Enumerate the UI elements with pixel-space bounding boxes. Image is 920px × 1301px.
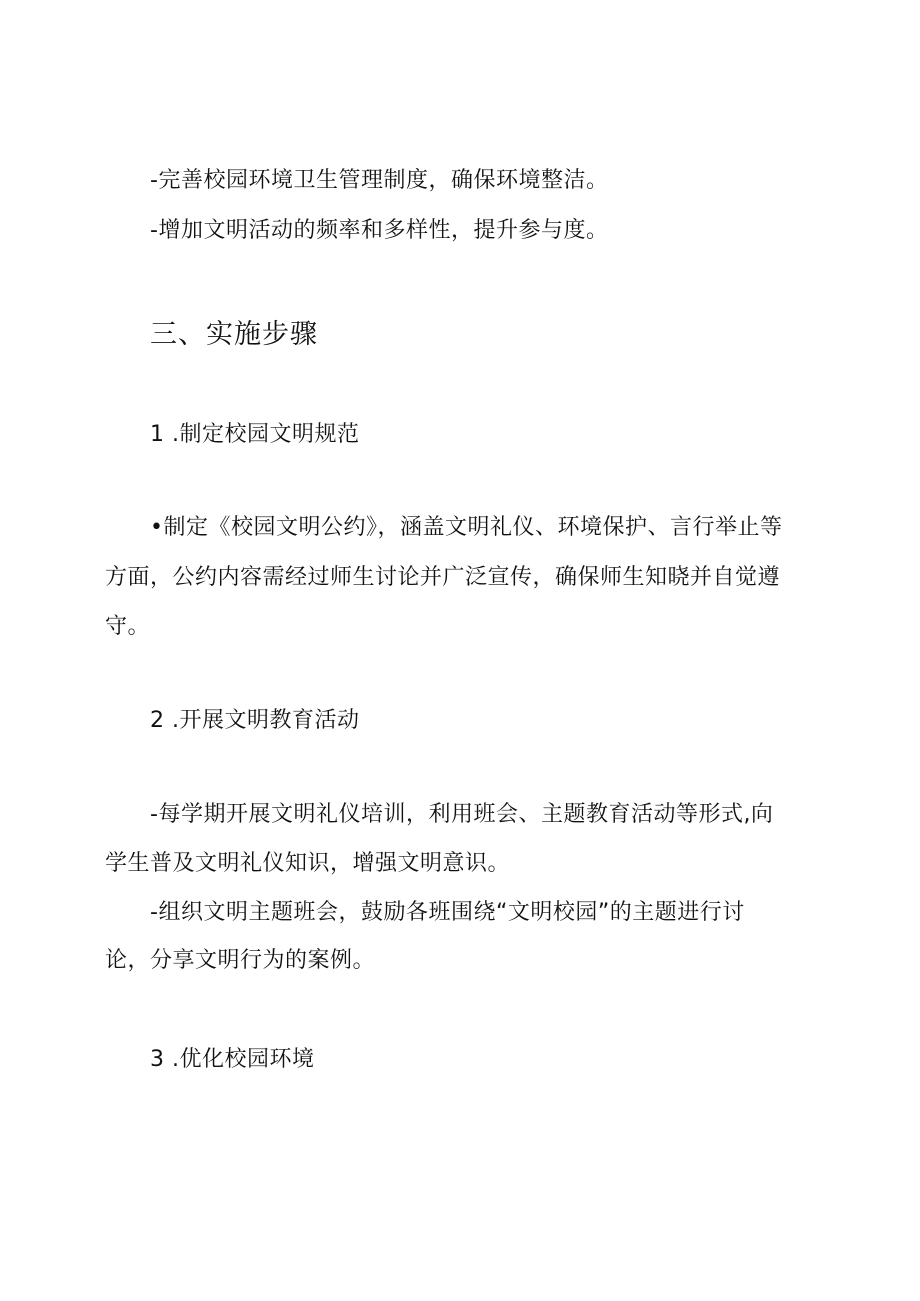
step1-paragraph-line: •制定《校园文明公约》，涵盖文明礼仪、环境保护、言行举止等	[150, 515, 783, 540]
step2-title: 2 .开展文明教育活动	[150, 708, 360, 733]
step2-item2-line: 论，分享文明行为的案例。	[105, 948, 376, 973]
step3-title: 3 .优化校园环境	[150, 1047, 315, 1072]
section-heading: 三、实施步骤	[150, 319, 318, 350]
step2-item1-line: -每学期开展文明礼仪培训，利用班会、主题教育活动等形式,向	[150, 802, 774, 827]
step1-paragraph-line: 守。	[105, 614, 151, 639]
bullet-activity-frequency: -增加文明活动的频率和多样性，提升参与度。	[150, 218, 609, 243]
step2-item1-line: 学生普及文明礼仪知识，增强文明意识。	[105, 851, 511, 876]
step1-paragraph-line: 方面，公约内容需经过师生讨论并广泛宣传，确保师生知晓并自觉遵	[105, 565, 781, 590]
step2-item2-line: -组织文明主题班会，鼓励各班围绕“文明校园”的主题进行讨	[150, 900, 745, 925]
step1-title: 1 .制定校园文明规范	[150, 422, 360, 447]
bullet-hygiene-management: -完善校园环境卫生管理制度，确保环境整洁。	[150, 168, 609, 193]
